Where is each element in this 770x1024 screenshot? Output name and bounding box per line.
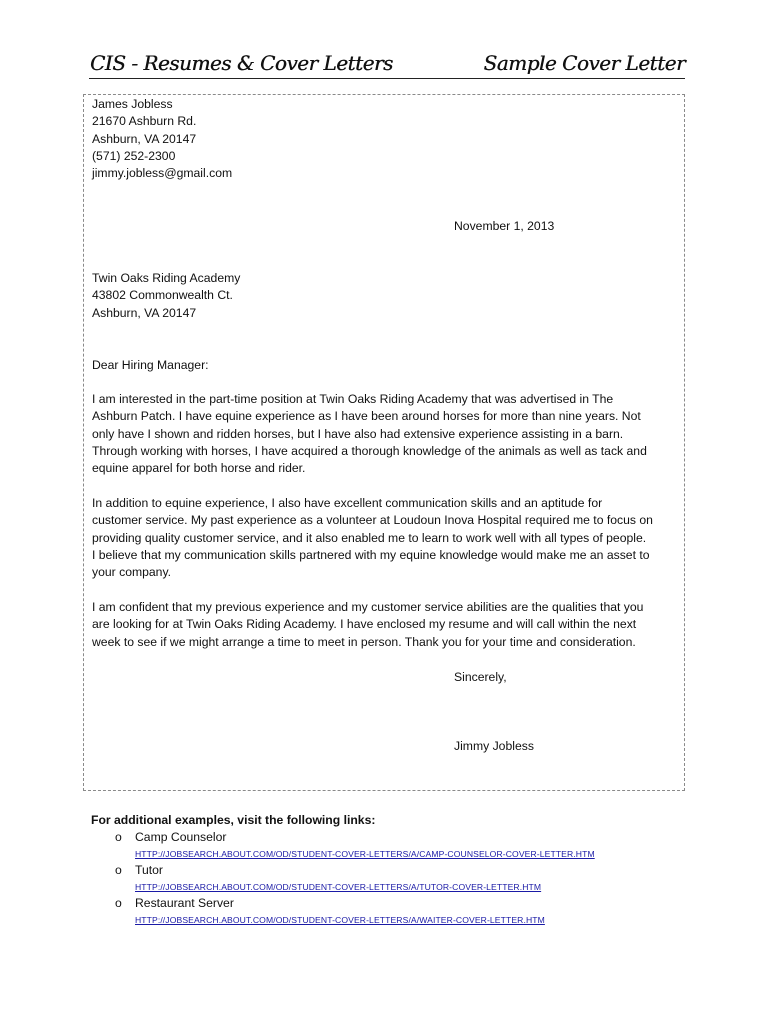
paragraph-line: customer service. My past experience as a volunteer at Loudoun Inova Hospital required me to focus on [92,513,653,528]
restaurant-server-link[interactable]: HTTP://JOBSEARCH.ABOUT.COM/OD/STUDENT-COVER-LETTERS/A/WAITER-COVER-LETTER.HTM [135,915,545,925]
sender-city-state: Ashburn, VA 20147 [92,131,197,146]
letter-closing: Sincerely, [454,670,507,684]
sender-name: James Jobless [92,97,173,111]
link-label: Tutor [135,863,163,877]
camp-counselor-link[interactable]: HTTP://JOBSEARCH.ABOUT.COM/OD/STUDENT-COVER-LETTERS/A/CAMP-COUNSELOR-COVER-LETTER.HTM [135,849,595,859]
sender-street: 21670 Ashburn Rd. [92,114,197,129]
letter-date: November 1, 2013 [454,219,555,233]
paragraph-line: In addition to equine experience, I also have excellent communication skills and an aptitude for [92,496,603,510]
body-paragraph-2 [92,495,684,581]
sender-email: jimmy.jobless@gmail.com [92,166,233,181]
bullet-marker: o [115,896,122,910]
letter-signature: Jimmy Jobless [454,739,534,753]
header-course-title: CIS - Resumes & Cover Letters [90,51,393,75]
paragraph-line: I am interested in the part-time position at Twin Oaks Riding Academy that was advertised in The [92,392,614,406]
link-label: Camp Counselor [135,830,227,844]
link-label: Restaurant Server [135,896,234,910]
cover-letter-box [83,94,685,791]
link-item-restaurant-server [115,895,691,928]
link-item-camp-counselor [115,829,691,862]
page-header [89,48,685,79]
recipient-city-state: Ashburn, VA 20147 [92,305,197,320]
body-paragraph-1 [92,391,684,477]
links-heading: For additional examples, visit the following links: [91,813,376,827]
paragraph-line: equine apparel for both horse and rider. [92,461,306,476]
paragraph-line: Ashburn Patch. I have equine experience as I have been around horses for more than nine years. Not [92,409,641,424]
sender-phone: (571) 252-2300 [92,148,176,163]
sender-address [92,96,682,182]
paragraph-line: I believe that my communication skills partnered with my equine knowledge would make me an asset to [92,547,650,562]
paragraph-line: week to see if we might arrange a time to meet in person. Thank you for your time and consideration. [92,634,636,649]
salutation: Dear Hiring Manager: [92,358,209,372]
tutor-link[interactable]: HTTP://JOBSEARCH.ABOUT.COM/OD/STUDENT-COVER-LETTERS/A/TUTOR-COVER-LETTER.HTM [135,882,542,892]
additional-examples-section [91,812,691,928]
paragraph-line: only have I shown and ridden horses, but I have also had extensive experience assisting in a barn. [92,426,624,441]
paragraph-line: are looking for at Twin Oaks Riding Academy. I have enclosed my resume and will call within the next [92,617,637,632]
paragraph-line: Through working with horses, I have acquired a thorough knowledge of the animals as well as tack and [92,443,647,458]
bullet-marker: o [115,863,122,877]
bullet-marker: o [115,830,122,844]
recipient-street: 43802 Commonwealth Ct. [92,288,233,303]
recipient-name: Twin Oaks Riding Academy [92,271,241,285]
recipient-address [92,270,682,322]
paragraph-line: your company. [92,565,172,580]
link-item-tutor [115,862,691,895]
header-document-title: Sample Cover Letter [483,51,685,75]
paragraph-line: I am confident that my previous experience and my customer service abilities are the qualities that you [92,600,644,614]
paragraph-line: providing quality customer service, and it also enabled me to learn to work well with all types of people. [92,530,647,545]
body-paragraph-3 [92,599,684,651]
